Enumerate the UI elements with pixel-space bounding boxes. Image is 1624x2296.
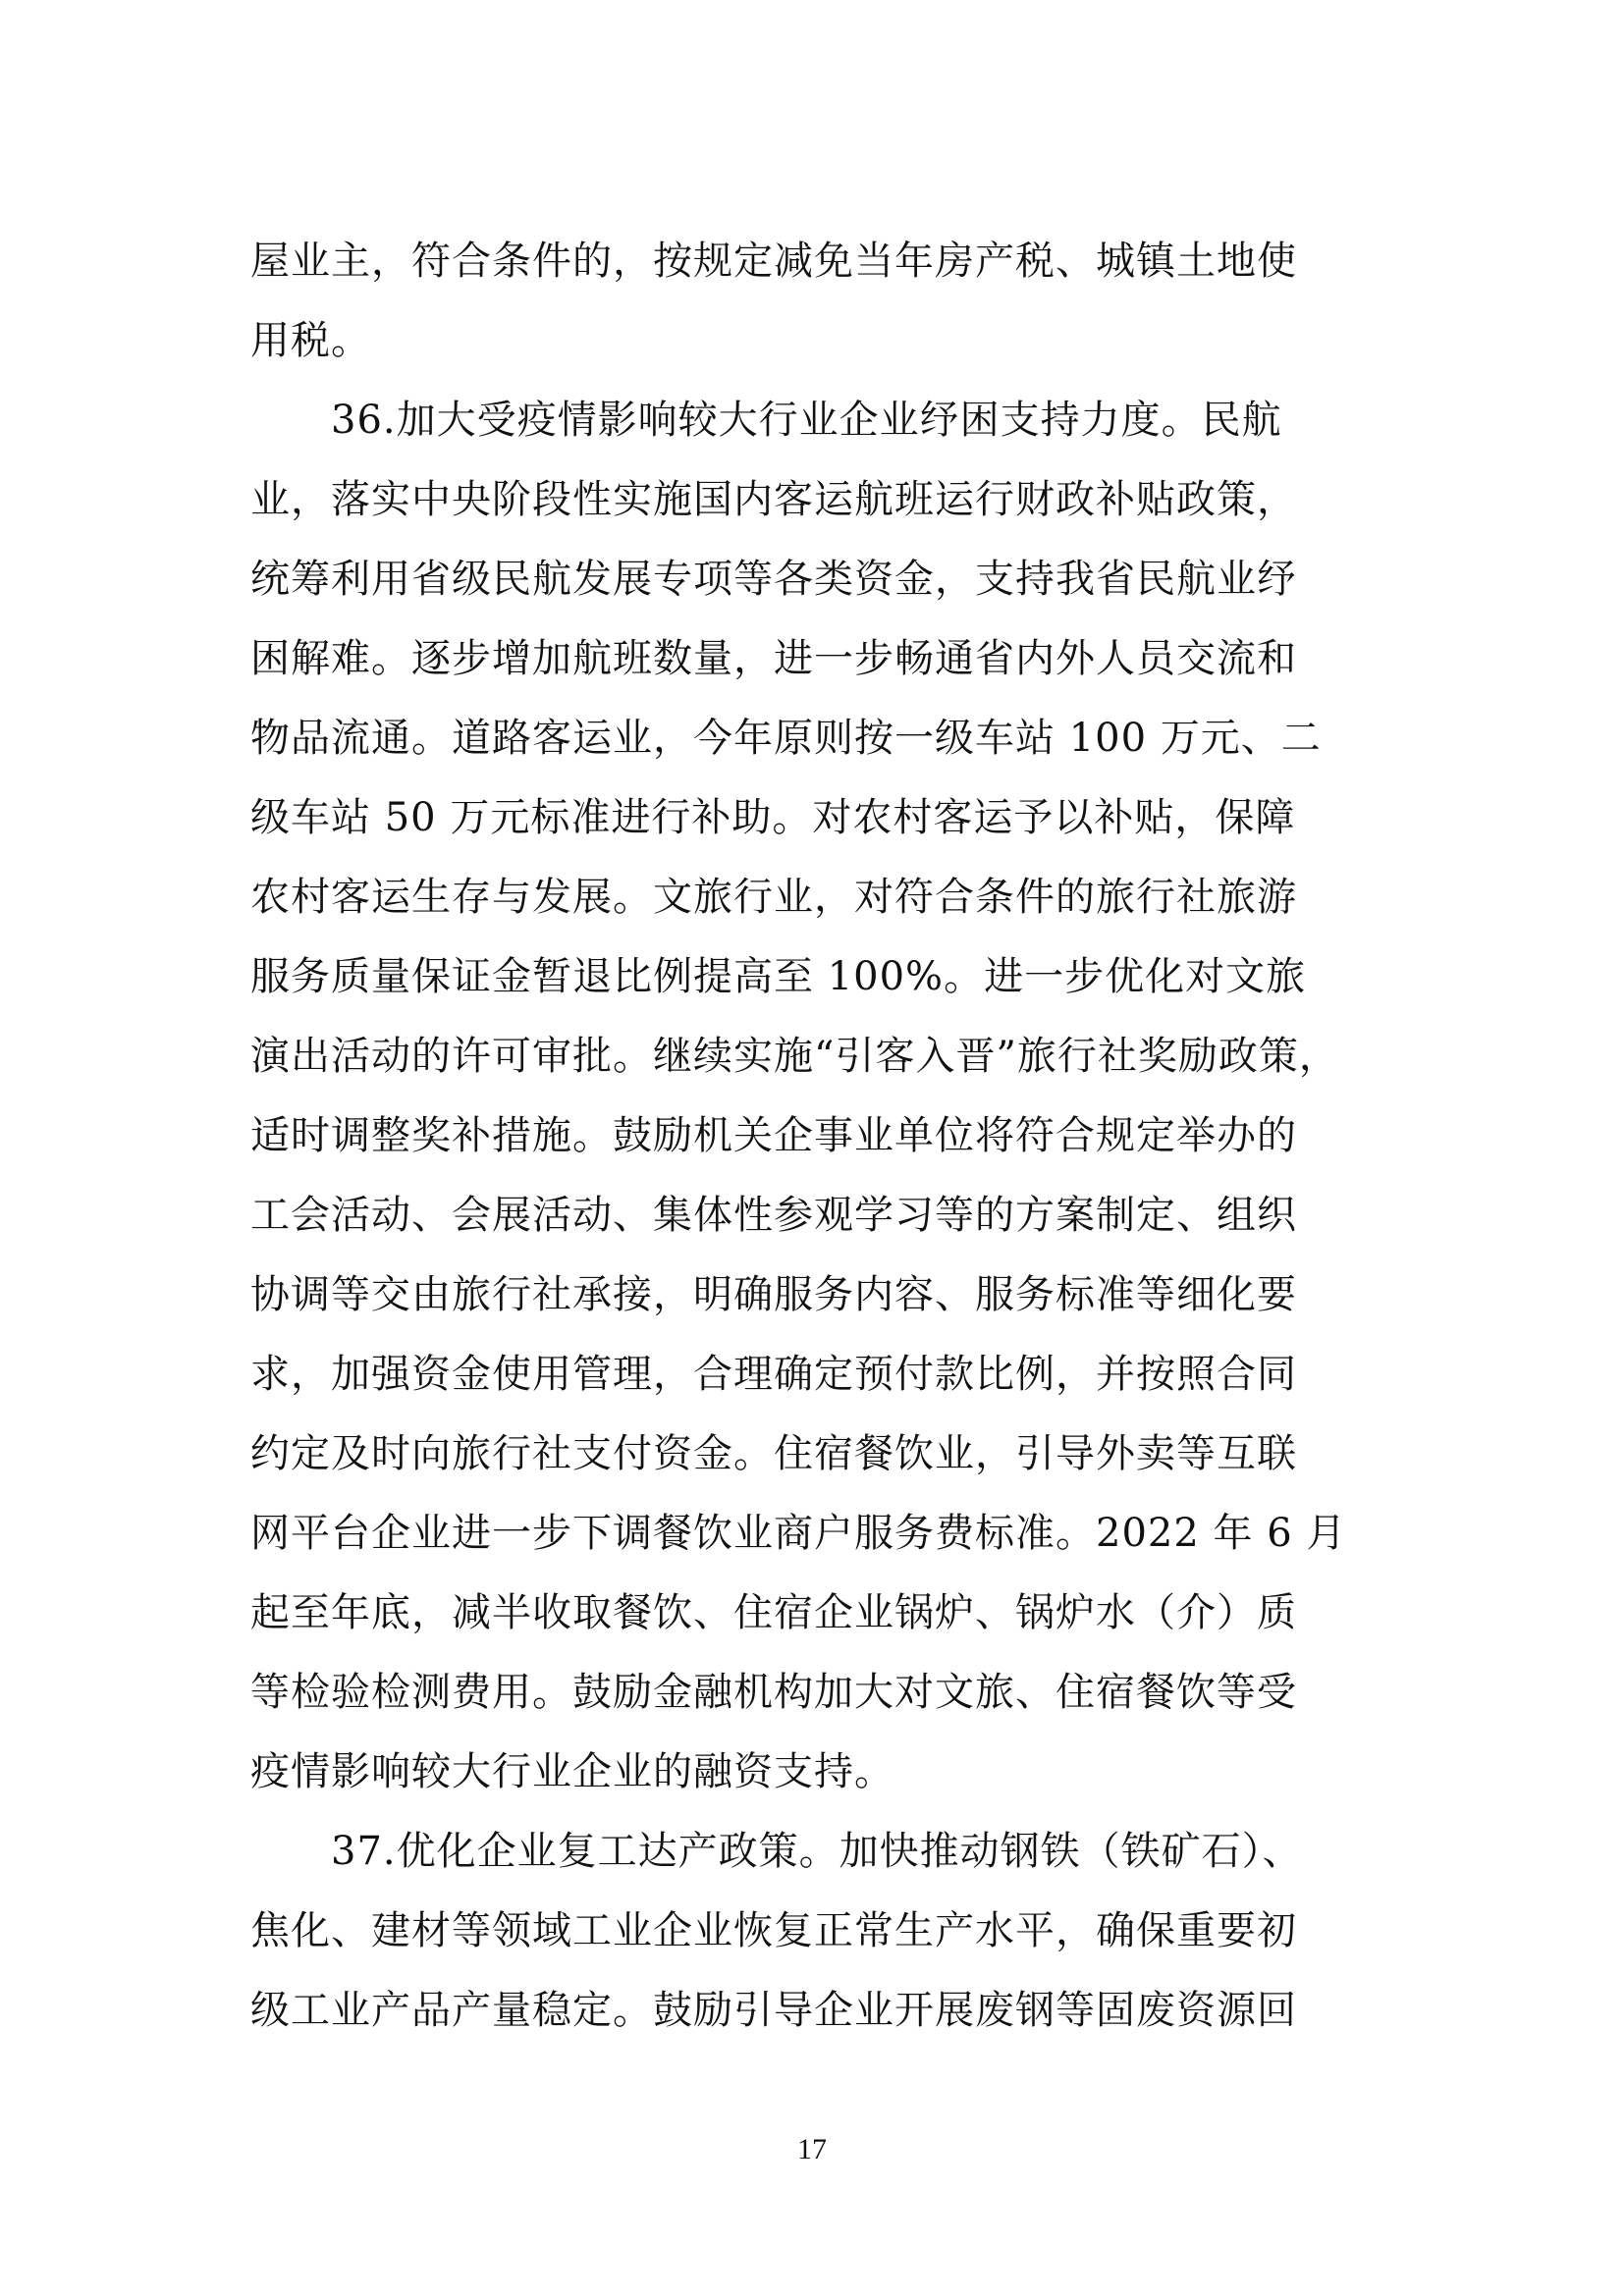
body-line: 求，加强资金使用管理，合理确定预付款比例，并按照合同	[250, 1352, 1297, 1397]
body-line: 级车站 50 万元标准进行补助。对农村客运予以补贴，保障	[250, 795, 1296, 840]
body-line: 疫情影响较大行业企业的融资支持。	[250, 1749, 894, 1794]
body-line: 屋业主，符合条件的，按规定减免当年房产税、城镇土地使	[250, 239, 1297, 284]
body-line: 工会活动、会展活动、集体性参观学习等的方案制定、组织	[250, 1193, 1297, 1238]
section-36-heading-line: 36.加大受疫情影响较大行业企业纾困支持力度。民航	[331, 398, 1282, 443]
body-line: 级工业产品产量稳定。鼓励引导企业开展废钢等固废资源回	[250, 1988, 1297, 2033]
section-37-heading-line: 37.优化企业复工达产政策。加快推动钢铁（铁矿石）、	[331, 1829, 1303, 1874]
body-line: 约定及时向旅行社支付资金。住宿餐饮业，引导外卖等互联	[250, 1431, 1297, 1476]
body-line: 适时调整奖补措施。鼓励机关企事业单位将符合规定举办的	[250, 1113, 1297, 1158]
body-line: 用税。	[250, 318, 371, 363]
body-line: 演出活动的许可审批。继续实施“引客入晋”旅行社奖励政策，	[250, 1034, 1339, 1079]
body-line: 焦化、建材等领域工业企业恢复正常生产水平，确保重要初	[250, 1908, 1297, 1953]
body-line: 等检验检测费用。鼓励金融机构加大对文旅、住宿餐饮等受	[250, 1670, 1297, 1715]
body-line: 统筹利用省级民航发展专项等各类资金，支持我省民航业纾	[250, 557, 1297, 602]
body-line: 农村客运生存与发展。文旅行业，对符合条件的旅行社旅游	[250, 875, 1297, 920]
body-line: 协调等交由旅行社承接，明确服务内容、服务标准等细化要	[250, 1272, 1297, 1317]
body-line: 困解难。逐步增加航班数量，进一步畅通省内外人员交流和	[250, 636, 1297, 681]
body-line: 服务质量保证金暂退比例提高至 100%。进一步优化对文旅	[250, 954, 1307, 999]
body-line: 业，落实中央阶段性实施国内客运航班运行财政补贴政策，	[250, 477, 1297, 522]
body-line: 起至年底，减半收取餐饮、住宿企业锅炉、锅炉水（介）质	[250, 1590, 1297, 1635]
body-line: 物品流通。道路客运业，今年原则按一级车站 100 万元、二	[250, 716, 1322, 761]
body-line: 网平台企业进一步下调餐饮业商户服务费标准。2022 年 6 月	[250, 1511, 1347, 1556]
page-number: 17	[797, 2133, 827, 2165]
